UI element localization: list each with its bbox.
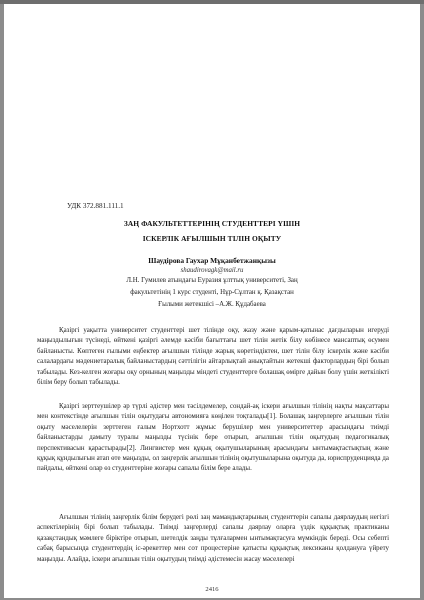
paper-title-line-2: ІСКЕРЛІК АҒЫЛШЫН ТІЛІН ОҚЫТУ xyxy=(142,234,282,243)
page-number: 2416 xyxy=(205,586,219,593)
supervisor-line: Ғылыми жетекшісі –А.Ж. Құдабаева xyxy=(158,301,266,308)
body-paragraph-3: Ағылшын тілінің заңгерлік білім берудегі рөлі заң мамандықтарының студенттерін сапалы даярлаудың негізгі аспектілерінің бірі болып табылады. Тиімді заңгерлерді сапалы даярлау оларға үздік құқықтық практиканы қазақстандық мәмлеге біріктіре отырып, шетелдік заңды тұлғалармен ынтымақтасуға мүмкіндік береді. Осы себепті сабақ барысында студенттердің іс-әрекеттер мен сот процестеріне қатысты құқықтық лексиканы қолдануға үйрету маңызды. Алайда, іскери ағылшын тілін оқытудың тиімді әдістемесін жасау мәселелері xyxy=(37,514,389,563)
body-paragraph-2: Қазіргі зерттеушілер әр түрлі әдістер мен тәсілдемелер, сондай-ақ іскери ағылшын тілінің нақты мақсаттары мен контекстінде ағылшын тілін оқытудағы автономияға көңілен тоқталады[1]. Болашақ заңгерлерге ағылшын тілін оқыту мәселелерін зерттеген ғалым Нортхотт жұмыс берушілер мен университеттер арасындағы тиімді байланыстарды дамыту туралы маңызды түсінік бере отырып, ағылшын тілін оқытудың педагогикалық перспективасын қарастырады[2]. Лингвистер мен құқық оқытушыларының арасындағы ынтымақтастықтың және құқық құндылығын атап өте маңызды, ол заңгерлік ағылшын тілінің оқытушыларына оқытуда да, юриспруденцияда да пайдалы, өйткені олар өз студенттеріне жоғары сапалы білім бере алады. xyxy=(37,403,389,473)
author-email[interactable]: shaudirovagk@mail.ru xyxy=(180,267,244,274)
udc-code: УДК 372.881.111.1 xyxy=(67,202,124,210)
author-name: Шаудірова Гаухар Мұқанбетжанқызы xyxy=(148,256,276,265)
paper-title-line-1: ЗАҢ ФАКУЛЬТЕТТЕРІНІҢ СТУДЕНТТЕРІ ҮШІН xyxy=(123,219,301,228)
document-page xyxy=(4,4,420,598)
affiliation-line-1: Л.Н. Гумилев атындағы Еуразия ұлттық университеті, Заң xyxy=(126,277,298,284)
body-paragraph-1: Қазіргі уақытта университет студенттері шет тілінде оқу, жазу және қарым-қатынас дағдыларын игеруді маңыздылығын түсінеді, өйткені қазіргі әлемде кәсіби бағыттағы шет тілін жетік білу көбінесе мансаптық өсумен байланысты. Көптеген ғылыми еңбектер ағылшын тілінде жарық көретіндіктен, шет тілін білу іскерлік және кәсіби салалардағы мәдениетаралық байланыстардың сәттілігін айтарлықтай анықтайтын жетекші факторлардың бірі болып табылады. Кез-келген жоғары оқу орнының маңызды міндеті студенттерге болашақ өмірге дайын болу үшін жеткілікті білім беру болып табылады. xyxy=(37,327,389,387)
affiliation-line-2: факультетінің 1 курс студенті, Нұр-Сұлтан қ. Қазақстан xyxy=(130,289,294,296)
